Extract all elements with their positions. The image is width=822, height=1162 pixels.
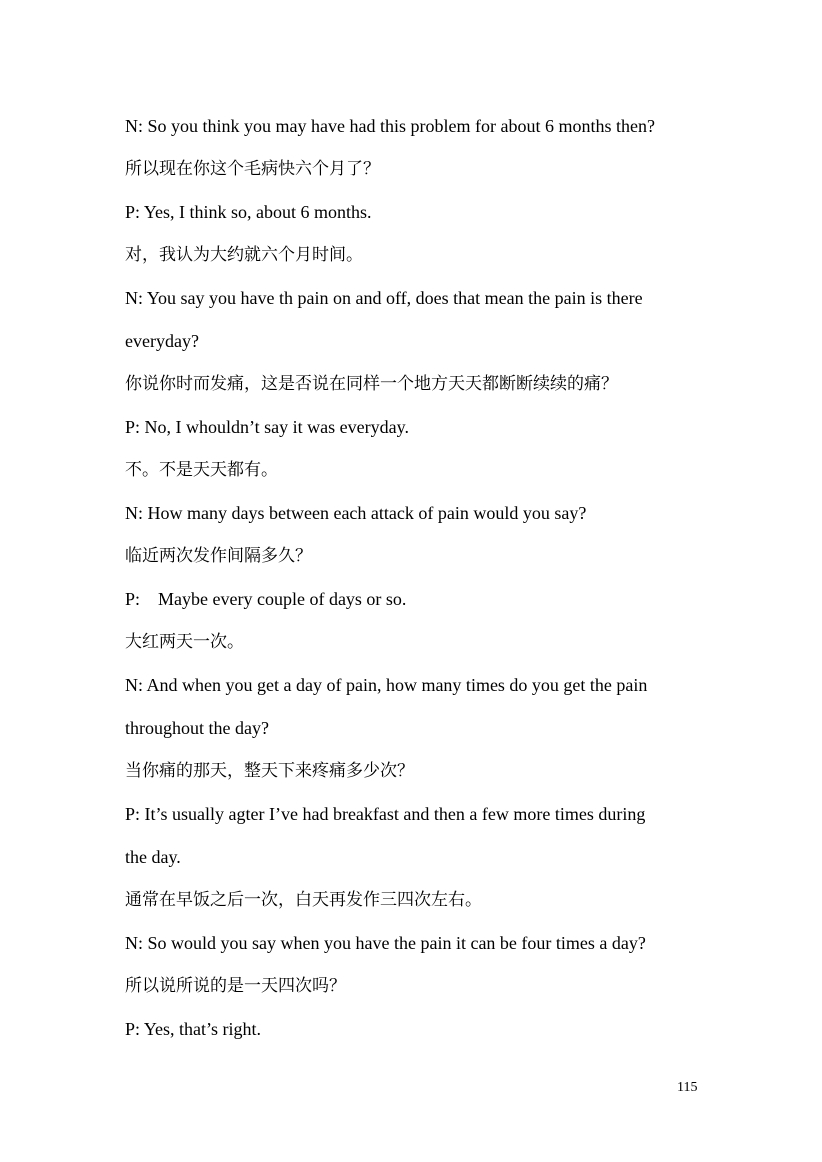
dialogue-line: N: You say you have th pain on and off, does that mean the pain is there xyxy=(125,288,643,308)
dialogue-line-translation: 所以现在你这个毛病快六个月了？ xyxy=(125,159,380,179)
dialogue-line-translation: 对，我认为大约就六个月时间。 xyxy=(125,245,363,265)
dialogue-line-translation: 所以说所说的是一天四次吗？ xyxy=(125,976,346,996)
dialogue-body xyxy=(125,105,705,1051)
dialogue-line-continuation: everyday? xyxy=(125,331,199,351)
dialogue-line: N: So would you say when you have the pain it can be four times a day? xyxy=(125,933,646,953)
dialogue-line-translation: 你说你时而发痛，这是否说在同样一个地方天天都断断续续的痛？ xyxy=(125,374,618,394)
dialogue-line: P: Yes, that’s right. xyxy=(125,1019,262,1039)
dialogue-line: N: How many days between each attack of pain would you say? xyxy=(125,503,587,523)
dialogue-line-translation: 临近两次发作间隔多久？ xyxy=(125,546,312,566)
dialogue-line: P: It’s usually agter I’ve had breakfast and then a few more times during xyxy=(125,804,646,824)
dialogue-line: N: And when you get a day of pain, how many times do you get the pain xyxy=(125,675,648,695)
dialogue-line-continuation: throughout the day? xyxy=(125,718,269,738)
dialogue-line: P: No, I whouldn’t say it was everyday. xyxy=(125,417,409,437)
page-number: 115 xyxy=(677,1080,698,1095)
dialogue-line-translation: 大红两天一次。 xyxy=(125,632,244,652)
dialogue-line: P: Yes, I think so, about 6 months. xyxy=(125,202,372,222)
dialogue-line-translation: 通常在早饭之后一次，白天再发作三四次左右。 xyxy=(125,890,482,910)
dialogue-line-continuation: the day. xyxy=(125,847,181,867)
dialogue-line: P: Maybe every couple of days or so. xyxy=(125,589,407,609)
dialogue-line-translation: 不。不是天天都有。 xyxy=(125,460,278,480)
dialogue-line: N: So you think you may have had this problem for about 6 months then? xyxy=(125,116,655,136)
dialogue-line-translation: 当你痛的那天，整天下来疼痛多少次？ xyxy=(125,761,414,781)
